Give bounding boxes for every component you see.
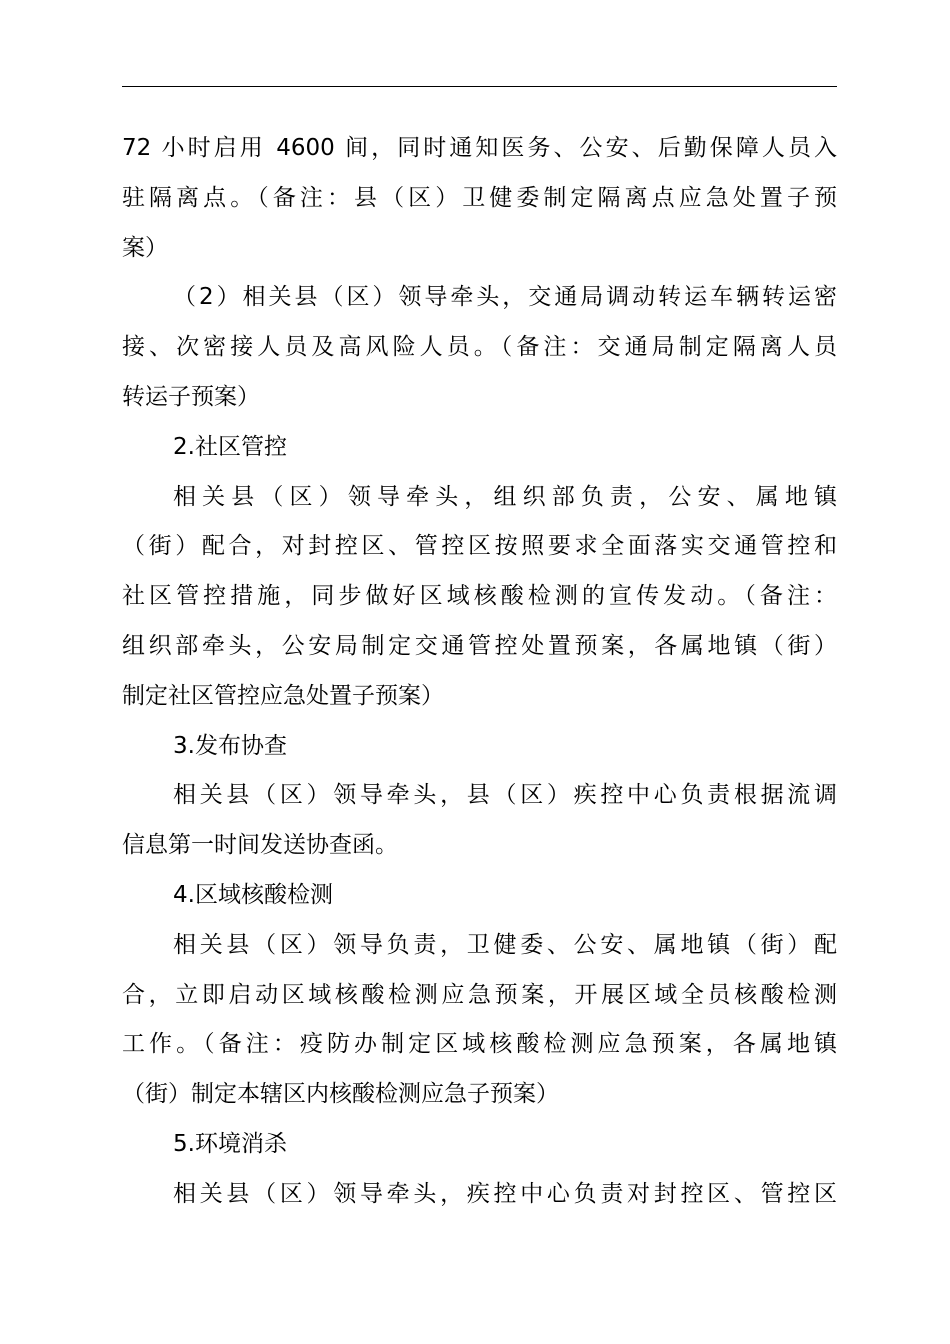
text-line: 工作。（备注：疫防办制定区域核酸检测应急预案，各属地镇 (122, 1031, 837, 1058)
text-line: 相关县（区）领导牵头，疾控中心负责对封控区、管控区 (173, 1180, 837, 1207)
text-line: 案） (122, 234, 168, 261)
text-line: 制定社区管控应急处置子预案） (122, 682, 444, 709)
text-line: 组织部牵头，公安局制定交通管控处置预案，各属地镇（街） (122, 632, 837, 659)
text-line: 转运子预案） (122, 383, 260, 410)
text-line: 相关县（区）领导牵头，组织部负责，公安、属地镇 (173, 483, 837, 510)
text-line: （街）制定本辖区内核酸检测应急子预案） (122, 1081, 559, 1108)
text-line: 合，立即启动区域核酸检测应急预案，开展区域全员核酸检测 (122, 981, 837, 1008)
text-line: 72 小时启用 4600 间，同时通知医务、公安、后勤保障人员入 (122, 135, 837, 161)
header-rule (122, 86, 837, 87)
text-line: 4.区域核酸检测 (173, 881, 333, 908)
text-line: （街）配合，对封控区、管控区按照要求全面落实交通管控和 (122, 533, 837, 560)
text-line: 信息第一时间发送协查函。 (122, 832, 398, 859)
text-line: 驻隔离点。（备注：县（区）卫健委制定隔离点应急处置子预 (122, 184, 837, 211)
text-line: （2）相关县（区）领导牵头，交通局调动转运车辆转运密 (173, 284, 837, 311)
text-line: 3.发布协查 (173, 732, 287, 759)
text-line: 相关县（区）领导牵头，县（区）疾控中心负责根据流调 (173, 782, 837, 809)
text-line: 接、次密接人员及高风险人员。（备注：交通局制定隔离人员 (122, 334, 837, 361)
document-body (122, 124, 837, 1220)
text-line: 5.环境消杀 (173, 1130, 287, 1157)
text-line: 相关县（区）领导负责，卫健委、公安、属地镇（街）配 (173, 931, 837, 958)
text-line: 社区管控措施，同步做好区域核酸检测的宣传发动。（备注： (122, 583, 837, 610)
text-line: 2.社区管控 (173, 433, 287, 460)
